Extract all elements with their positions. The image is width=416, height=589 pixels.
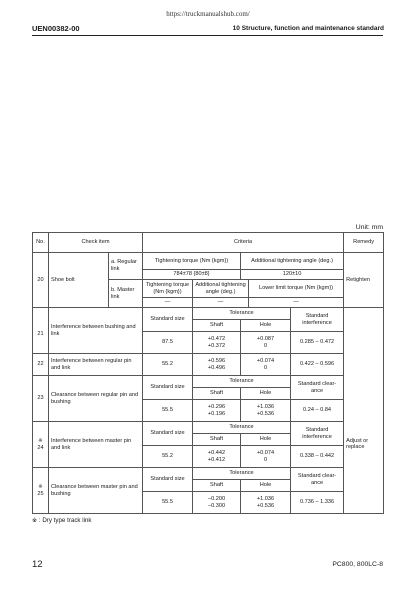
standard-size-value: 55.2 (143, 446, 193, 468)
unit-label: Unit: mm (355, 224, 383, 231)
tolerance-label: Tolerance (193, 308, 291, 320)
standard-value: 0.24 – 0.84 (291, 400, 344, 422)
table-row (33, 253, 384, 270)
standard-size-label: Standard size (143, 376, 193, 400)
maintenance-standard-table (32, 232, 384, 514)
page-number: 12 (32, 559, 43, 570)
row-number: 22 (37, 361, 44, 368)
source-url[interactable]: https://truckmanualshub.com/ (166, 10, 250, 18)
shaft-tolerance: +0.296 +0.196 (193, 400, 241, 422)
remedy-retighten: Retighten (344, 253, 384, 308)
row-no (33, 422, 49, 468)
check-item: Clearance between master pin and bushing (49, 468, 143, 514)
master-angle-value: — (193, 298, 249, 308)
dry-type-mark: ※ (38, 437, 43, 444)
row-no (33, 308, 49, 354)
shaft-tolerance: +0.596 +0.496 (193, 354, 241, 376)
remedy-adjust-or-replace: Adjust or replace (344, 376, 384, 514)
standard-value: 0.736 – 1.336 (291, 492, 344, 514)
hole-tolerance: +1.036 +0.536 (241, 492, 291, 514)
section-title: 10 Structure, function and maintenance standard (232, 25, 384, 32)
model-name: PC800, 800LC-8 (332, 561, 383, 568)
additional-angle-value: 120±10 (241, 270, 344, 280)
shaft-label: Shaft (193, 434, 241, 446)
table-row (33, 376, 384, 388)
master-torque-header: Tightening torque (Nm {kgm}) (143, 280, 193, 298)
standard-size-label: Standard size (143, 422, 193, 446)
sub-item-regular-link: a. Regular link (109, 253, 143, 280)
standard-value: 0.422 – 0.596 (291, 354, 344, 376)
hole-label: Hole (241, 480, 291, 492)
check-item: Interference between regular pin and link (49, 354, 143, 376)
hole-label: Hole (241, 320, 291, 332)
tightening-torque-header: Tightening torque (Nm {kgm}) (143, 253, 241, 270)
shaft-tolerance: +0.442 +0.412 (193, 446, 241, 468)
master-torque-value: — (143, 298, 193, 308)
standard-clearance-label: Standard clear-ance (291, 468, 344, 492)
lower-limit-header: Lower limit torque (Nm {kgm}) (249, 280, 344, 298)
col-header-remedy: Remedy (344, 233, 384, 253)
shaft-tolerance: –0.200 –0.300 (193, 492, 241, 514)
table-row (33, 422, 384, 434)
lower-limit-value: — (249, 298, 344, 308)
standard-size-label: Standard size (143, 468, 193, 492)
check-item: Interference between bushing and link (49, 308, 143, 354)
row-number: 25 (37, 490, 44, 497)
table-row (33, 308, 384, 320)
additional-angle-header: Additional tightening angle (deg.) (241, 253, 344, 270)
tolerance-label: Tolerance (193, 376, 291, 388)
check-item: Clearance between regular pin and bushing (49, 376, 143, 422)
standard-value: 0.285 – 0.472 (291, 332, 344, 354)
remedy-blank (344, 354, 384, 376)
row-no (33, 468, 49, 514)
header-divider (32, 35, 383, 36)
row-number: 24 (37, 444, 44, 451)
footnote: ※ : Dry type track link (32, 517, 92, 524)
row-number: 23 (37, 395, 44, 402)
standard-size-value: 55.2 (143, 354, 193, 376)
master-angle-header: Additional tightening angle (deg.) (193, 280, 249, 298)
col-header-check-item: Check item (49, 233, 143, 253)
tolerance-label: Tolerance (193, 468, 291, 480)
hole-tolerance: +0.074 0 (241, 446, 291, 468)
sub-item-master-link: b. Master link (109, 280, 143, 308)
col-header-criteria: Criteria (143, 233, 344, 253)
table-row (33, 354, 384, 376)
standard-clearance-label: Standard clear-ance (291, 376, 344, 400)
col-header-no: No. (33, 233, 49, 253)
table-header-row (33, 233, 384, 253)
standard-size-value: 87.5 (143, 332, 193, 354)
hole-label: Hole (241, 388, 291, 400)
tightening-torque-value: 784±78 {80±8} (143, 270, 241, 280)
row-number: 21 (37, 330, 44, 337)
row-no: 20 (33, 253, 49, 308)
row-no (33, 376, 49, 422)
shaft-label: Shaft (193, 320, 241, 332)
hole-tolerance: +1.036 +0.536 (241, 400, 291, 422)
standard-size-value: 55.5 (143, 400, 193, 422)
hole-tolerance: +0.074 0 (241, 354, 291, 376)
standard-value: 0.338 – 0.442 (291, 446, 344, 468)
shaft-label: Shaft (193, 480, 241, 492)
shaft-tolerance: +0.472 +0.372 (193, 332, 241, 354)
row-no (33, 354, 49, 376)
check-item: Shoe bolt (49, 253, 109, 308)
standard-interference-label: Standard interference (291, 422, 344, 446)
remedy-blank (344, 308, 384, 354)
standard-size-value: 55.5 (143, 492, 193, 514)
hole-tolerance: +0.087 0 (241, 332, 291, 354)
document-id: UEN00382-00 (32, 24, 80, 33)
dry-type-mark: ※ (38, 483, 43, 490)
standard-size-label: Standard size (143, 308, 193, 332)
table-row (33, 468, 384, 480)
tolerance-label: Tolerance (193, 422, 291, 434)
check-item: Interference between master pin and link (49, 422, 143, 468)
standard-interference-label: Standard interference (291, 308, 344, 332)
hole-label: Hole (241, 434, 291, 446)
shaft-label: Shaft (193, 388, 241, 400)
